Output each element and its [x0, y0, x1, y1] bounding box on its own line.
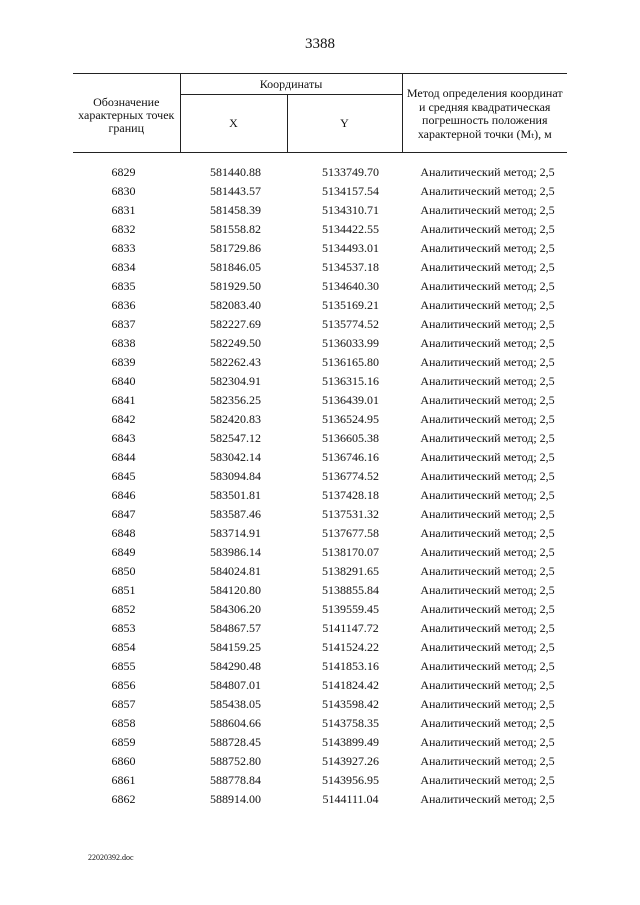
table-row	[73, 581, 567, 600]
method-cell: Аналитический метод; 2,5	[420, 355, 555, 369]
point-cell: 6861	[111, 773, 136, 787]
x-coordinate-cell: 588778.84	[210, 773, 261, 787]
y-coordinate-cell: 5141824.42	[322, 678, 379, 692]
method-cell: Аналитический метод; 2,5	[420, 279, 555, 293]
table-row	[73, 182, 567, 201]
y-coordinate-cell: 5137677.58	[322, 526, 379, 540]
table-row	[73, 220, 567, 239]
x-coordinate-cell: 583714.91	[210, 526, 261, 540]
table-row	[73, 353, 567, 372]
table-row	[73, 771, 567, 790]
y-coordinate-cell: 5143758.35	[322, 716, 379, 730]
coordinates-header: Координаты	[180, 74, 402, 95]
point-cell: 6848	[111, 526, 136, 540]
method-cell: Аналитический метод; 2,5	[420, 241, 555, 255]
table-row	[73, 562, 567, 581]
x-coordinate-cell: 581440.88	[210, 165, 261, 179]
method-cell: Аналитический метод; 2,5	[420, 545, 555, 559]
table-row	[73, 524, 567, 543]
table-row	[73, 752, 567, 771]
table-row	[73, 334, 567, 353]
method-cell: Аналитический метод; 2,5	[420, 583, 555, 597]
table-row	[73, 315, 567, 334]
point-cell: 6839	[111, 355, 136, 369]
table-row	[73, 695, 567, 714]
y-coordinate-cell: 5144111.04	[322, 792, 379, 806]
y-coordinate-cell: 5134157.54	[322, 184, 379, 198]
point-cell: 6832	[111, 222, 136, 236]
y-coordinate-cell: 5133749.70	[322, 165, 379, 179]
table-row	[73, 258, 567, 277]
y-header: Y	[287, 95, 402, 153]
method-cell: Аналитический метод; 2,5	[420, 260, 555, 274]
point-cell: 6845	[111, 469, 136, 483]
y-coordinate-cell: 5136033.99	[322, 336, 379, 350]
x-header: X	[180, 95, 287, 153]
point-cell: 6847	[111, 507, 136, 521]
point-cell: 6858	[111, 716, 136, 730]
table-row	[73, 277, 567, 296]
method-cell: Аналитический метод; 2,5	[420, 412, 555, 426]
table-row	[73, 391, 567, 410]
method-cell: Аналитический метод; 2,5	[420, 792, 555, 806]
y-coordinate-cell: 5134537.18	[322, 260, 379, 274]
table-row	[73, 733, 567, 752]
method-header: Метод определения координат и средняя квадратическая погрешность положения характерной точки (Mₜ), м	[402, 74, 567, 153]
point-cell: 6838	[111, 336, 136, 350]
table-row	[73, 543, 567, 562]
x-coordinate-cell: 588604.66	[210, 716, 261, 730]
x-coordinate-cell: 581458.39	[210, 203, 261, 217]
table-body	[73, 153, 567, 810]
x-coordinate-cell: 582420.83	[210, 412, 261, 426]
point-cell: 6833	[111, 241, 136, 255]
y-coordinate-cell: 5134640.30	[322, 279, 379, 293]
method-cell: Аналитический метод; 2,5	[420, 222, 555, 236]
table-row	[73, 714, 567, 733]
x-coordinate-cell: 583587.46	[210, 507, 261, 521]
x-coordinate-cell: 584024.81	[210, 564, 261, 578]
method-cell: Аналитический метод; 2,5	[420, 526, 555, 540]
point-cell: 6851	[111, 583, 136, 597]
y-coordinate-cell: 5138855.84	[322, 583, 379, 597]
x-coordinate-cell: 584159.25	[210, 640, 261, 654]
method-cell: Аналитический метод; 2,5	[420, 184, 555, 198]
point-cell: 6856	[111, 678, 136, 692]
table-row	[73, 448, 567, 467]
table-row	[73, 486, 567, 505]
table-row	[73, 467, 567, 486]
y-coordinate-cell: 5137428.18	[322, 488, 379, 502]
x-coordinate-cell: 581929.50	[210, 279, 261, 293]
coordinates-table	[73, 73, 567, 809]
x-coordinate-cell: 584306.20	[210, 602, 261, 616]
method-cell: Аналитический метод; 2,5	[420, 431, 555, 445]
method-cell: Аналитический метод; 2,5	[420, 336, 555, 350]
point-cell: 6837	[111, 317, 136, 331]
table-header	[73, 74, 567, 153]
x-coordinate-cell: 583094.84	[210, 469, 261, 483]
x-coordinate-cell: 582547.12	[210, 431, 261, 445]
point-cell: 6860	[111, 754, 136, 768]
point-cell: 6855	[111, 659, 136, 673]
x-coordinate-cell: 584867.57	[210, 621, 261, 635]
y-coordinate-cell: 5136315.16	[322, 374, 379, 388]
table-row	[73, 239, 567, 258]
x-coordinate-cell: 588728.45	[210, 735, 261, 749]
y-coordinate-cell: 5134493.01	[322, 241, 379, 255]
document-filename: 22020392.doc	[88, 853, 134, 862]
point-cell: 6854	[111, 640, 136, 654]
y-coordinate-cell: 5143956.95	[322, 773, 379, 787]
x-coordinate-cell: 582249.50	[210, 336, 261, 350]
point-cell: 6835	[111, 279, 136, 293]
point-cell: 6849	[111, 545, 136, 559]
point-cell: 6859	[111, 735, 136, 749]
point-cell: 6862	[111, 792, 136, 806]
method-cell: Аналитический метод; 2,5	[420, 659, 555, 673]
x-coordinate-cell: 588914.00	[210, 792, 261, 806]
point-cell: 6841	[111, 393, 136, 407]
method-cell: Аналитический метод; 2,5	[420, 393, 555, 407]
point-cell: 6831	[111, 203, 136, 217]
method-cell: Аналитический метод; 2,5	[420, 640, 555, 654]
method-cell: Аналитический метод; 2,5	[420, 678, 555, 692]
y-coordinate-cell: 5141147.72	[322, 621, 379, 635]
method-cell: Аналитический метод; 2,5	[420, 507, 555, 521]
table-row	[73, 372, 567, 391]
method-cell: Аналитический метод; 2,5	[420, 735, 555, 749]
method-cell: Аналитический метод; 2,5	[420, 450, 555, 464]
x-coordinate-cell: 582083.40	[210, 298, 261, 312]
point-cell: 6829	[111, 165, 136, 179]
y-coordinate-cell: 5141853.16	[322, 659, 379, 673]
point-cell: 6836	[111, 298, 136, 312]
method-cell: Аналитический метод; 2,5	[420, 469, 555, 483]
table-row	[73, 638, 567, 657]
table-row	[73, 429, 567, 448]
table-row	[73, 410, 567, 429]
x-coordinate-cell: 582262.43	[210, 355, 261, 369]
method-cell: Аналитический метод; 2,5	[420, 165, 555, 179]
point-cell: 6846	[111, 488, 136, 502]
table-row	[73, 153, 567, 183]
table-row	[73, 201, 567, 220]
y-coordinate-cell: 5134310.71	[322, 203, 379, 217]
table-row	[73, 676, 567, 695]
x-coordinate-cell: 581558.82	[210, 222, 261, 236]
y-coordinate-cell: 5143899.49	[322, 735, 379, 749]
x-coordinate-cell: 584120.80	[210, 583, 261, 597]
x-coordinate-cell: 588752.80	[210, 754, 261, 768]
y-coordinate-cell: 5141524.22	[322, 640, 379, 654]
x-coordinate-cell: 583042.14	[210, 450, 261, 464]
x-coordinate-cell: 584290.48	[210, 659, 261, 673]
point-cell: 6840	[111, 374, 136, 388]
x-coordinate-cell: 584807.01	[210, 678, 261, 692]
table-row	[73, 619, 567, 638]
x-coordinate-cell: 583986.14	[210, 545, 261, 559]
point-cell: 6830	[111, 184, 136, 198]
y-coordinate-cell: 5138170.07	[322, 545, 379, 559]
point-cell: 6850	[111, 564, 136, 578]
point-designation-header: Обозначение характерных точек границ	[73, 74, 180, 153]
point-cell: 6844	[111, 450, 136, 464]
method-cell: Аналитический метод; 2,5	[420, 203, 555, 217]
method-cell: Аналитический метод; 2,5	[420, 754, 555, 768]
method-cell: Аналитический метод; 2,5	[420, 697, 555, 711]
y-coordinate-cell: 5134422.55	[322, 222, 379, 236]
method-cell: Аналитический метод; 2,5	[420, 564, 555, 578]
point-cell: 6843	[111, 431, 136, 445]
x-coordinate-cell: 585438.05	[210, 697, 261, 711]
method-cell: Аналитический метод; 2,5	[420, 374, 555, 388]
y-coordinate-cell: 5136746.16	[322, 450, 379, 464]
point-cell: 6852	[111, 602, 136, 616]
method-cell: Аналитический метод; 2,5	[420, 716, 555, 730]
y-coordinate-cell: 5136524.95	[322, 412, 379, 426]
page-number: 3388	[305, 36, 335, 52]
y-coordinate-cell: 5139559.45	[322, 602, 379, 616]
method-cell: Аналитический метод; 2,5	[420, 773, 555, 787]
y-coordinate-cell: 5137531.32	[322, 507, 379, 521]
y-coordinate-cell: 5136605.38	[322, 431, 379, 445]
point-cell: 6853	[111, 621, 136, 635]
table-row	[73, 505, 567, 524]
x-coordinate-cell: 581729.86	[210, 241, 261, 255]
table-row	[73, 790, 567, 809]
y-coordinate-cell: 5135774.52	[322, 317, 379, 331]
x-coordinate-cell: 582304.91	[210, 374, 261, 388]
y-coordinate-cell: 5143598.42	[322, 697, 379, 711]
x-coordinate-cell: 582356.25	[210, 393, 261, 407]
method-cell: Аналитический метод; 2,5	[420, 621, 555, 635]
y-coordinate-cell: 5138291.65	[322, 564, 379, 578]
table-row	[73, 600, 567, 619]
table-row	[73, 296, 567, 315]
y-coordinate-cell: 5143927.26	[322, 754, 379, 768]
x-coordinate-cell: 583501.81	[210, 488, 261, 502]
table-row	[73, 657, 567, 676]
x-coordinate-cell: 581443.57	[210, 184, 261, 198]
method-cell: Аналитический метод; 2,5	[420, 298, 555, 312]
point-cell: 6842	[111, 412, 136, 426]
y-coordinate-cell: 5135169.21	[322, 298, 379, 312]
x-coordinate-cell: 582227.69	[210, 317, 261, 331]
method-cell: Аналитический метод; 2,5	[420, 317, 555, 331]
x-coordinate-cell: 581846.05	[210, 260, 261, 274]
y-coordinate-cell: 5136165.80	[322, 355, 379, 369]
point-cell: 6857	[111, 697, 136, 711]
method-cell: Аналитический метод; 2,5	[420, 488, 555, 502]
y-coordinate-cell: 5136774.52	[322, 469, 379, 483]
method-cell: Аналитический метод; 2,5	[420, 602, 555, 616]
y-coordinate-cell: 5136439.01	[322, 393, 379, 407]
point-cell: 6834	[111, 260, 136, 274]
